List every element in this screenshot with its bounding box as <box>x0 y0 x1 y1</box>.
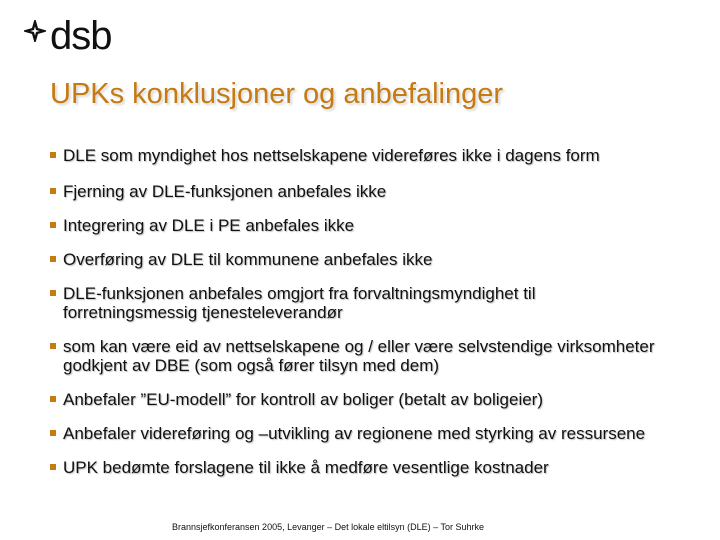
bullet-marker <box>50 256 56 262</box>
dsb-logo <box>24 16 112 56</box>
bullet-marker <box>50 464 56 470</box>
bullet-item <box>50 458 670 477</box>
bullet-text: Fjerning av DLE-funksjonen anbefales ikke <box>63 182 387 201</box>
bullet-item <box>50 216 670 235</box>
bullet-text: Anbefaler videreføring og –utvikling av regionene med styrking av ressursene <box>63 424 646 443</box>
bullet-marker <box>50 222 56 228</box>
bullet-marker <box>50 188 56 194</box>
star-icon <box>24 20 46 42</box>
bullet-text: DLE som myndighet hos nettselskapene videreføres ikke i dagens form <box>63 146 600 165</box>
bullet-item <box>50 284 670 322</box>
bullet-item <box>50 182 670 201</box>
bullet-marker <box>50 396 56 402</box>
bullet-text: UPK bedømte forslagene til ikke å medføre vesentlige kostnader <box>63 458 549 477</box>
bullet-text: Overføring av DLE til kommunene anbefales ikke <box>63 250 433 269</box>
bullet-text: som kan være eid av nettselskapene og / eller være selvstendige virksomheter godkjent av DBE (som også fører tilsyn med dem) <box>63 337 655 375</box>
logo-text: dsb <box>50 14 112 58</box>
bullet-text: DLE-funksjonen anbefales omgjort fra forvaltningsmyndighet til forretningsmessig tjenesteleverandør <box>63 284 536 322</box>
bullet-item <box>50 146 670 165</box>
bullet-marker <box>50 430 56 436</box>
slide-title: UPKs konklusjoner og anbefalinger <box>50 78 503 110</box>
bullet-item <box>50 337 670 375</box>
bullet-marker <box>50 343 56 349</box>
bullet-marker <box>50 152 56 158</box>
footer-text: Brannsjefkonferansen 2005, Levanger – Det lokale eltilsyn (DLE) – Tor Suhrke <box>172 522 485 532</box>
bullet-item <box>50 250 670 269</box>
bullet-list <box>50 146 670 477</box>
bullet-text: Anbefaler ”EU-modell” for kontroll av boliger (betalt av boligeier) <box>63 390 543 409</box>
bullet-text: Integrering av DLE i PE anbefales ikke <box>63 216 355 235</box>
bullet-item <box>50 424 670 443</box>
bullet-item <box>50 390 670 409</box>
bullet-marker <box>50 290 56 296</box>
